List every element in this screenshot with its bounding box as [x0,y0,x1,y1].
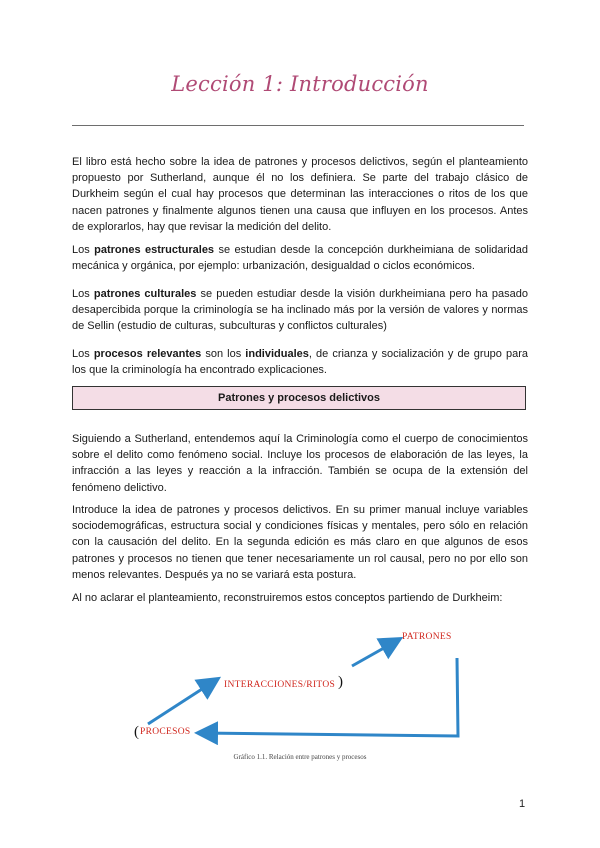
term-procesos-relevantes: procesos relevantes [93,348,202,360]
durkheim-diagram [120,620,470,770]
label-procesos: PROCESOS [140,727,191,737]
close-paren: ) [338,674,343,690]
intro-paragraph: El libro está hecho sobre la idea de patrones y procesos delictivos, según el planteamiento propuesto por Sutherland, aunque él no los definiera. Se parte del trabajo clásico de Durkheim según el cual hay procesos que determinan las interacciones o ritos de los que nacen patrones y finalmente algunos tienen una causa que influyen en los procesos. Antes de explorarlos, hay que revisar la medición del delito. [72,156,528,233]
paragraph-aclarar: Al no aclarar el planteamiento, reconstruiremos estos conceptos partiendo de Durkheim: [72,592,503,604]
arrow-patrones-to-procesos [200,658,458,736]
title-divider [72,125,524,126]
paragraph-sutherland: Siguiendo a Sutherland, entendemos aquí la Criminología como el cuerpo de conocimientos sobre el delito como fenómeno social. Incluye los procesos de elaboración de las leyes, la infracción a las leyes y reacción a la infracción. También se ocupa de la extensión del fenómeno delictivo. [72,433,528,494]
arrow-procesos-to-interacciones [148,680,216,724]
label-interacciones: INTERACCIONES/RITOS [224,680,336,690]
paragraph-introduce: Introduce la idea de patrones y procesos delictivos. En su primer manual incluye variables sociodemográficas, estructura social y condiciones físicas y mentales, pero sólo en relación con la causación del delito. En la segunda edición es más claro en que algunos de esos patrones y procesos no tienen que tener necesariamente un rol causal, pero no por ello son menos relevantes. Después ya no se variará esta postura. [72,504,528,581]
paragraph-patrones-culturales: Los patrones culturales se pueden estudiar desde la visión durkheimiana pero ha pasado desapercibida porque la criminología se ha inclinado más por la versión de valores y normas de Sellin (estudio de culturas, subculturas y conflictos culturales) [72,288,528,333]
term-patrones-culturales: patrones culturales [93,288,197,300]
label-patrones: PATRONES [402,632,452,642]
section-banner: Patrones y procesos delictivos [72,386,526,410]
arrow-interacciones-to-patrones [352,640,398,666]
paragraph-patrones-estructurales: Los patrones estructurales se estudian desde la concepción durkheimiana de solidaridad mecánica y orgánica, por ejemplo: urbanización, desigualdad o ciclos económicos. [72,244,528,273]
page-title: Lección 1: Introducción [171,72,429,96]
open-paren: ( [134,724,139,740]
term-individuales: individuales [245,348,309,360]
page-number: 1 [519,798,526,810]
paragraph-procesos-relevantes: Los procesos relevantes son los individuales, de crianza y socialización y de grupo para los que la criminología ha encontrado explicaciones. [72,348,529,377]
diagram-caption: Gráfico 1.1. Relación entre patrones y procesos [233,753,367,761]
term-patrones-estructurales: patrones estructurales [94,244,215,256]
